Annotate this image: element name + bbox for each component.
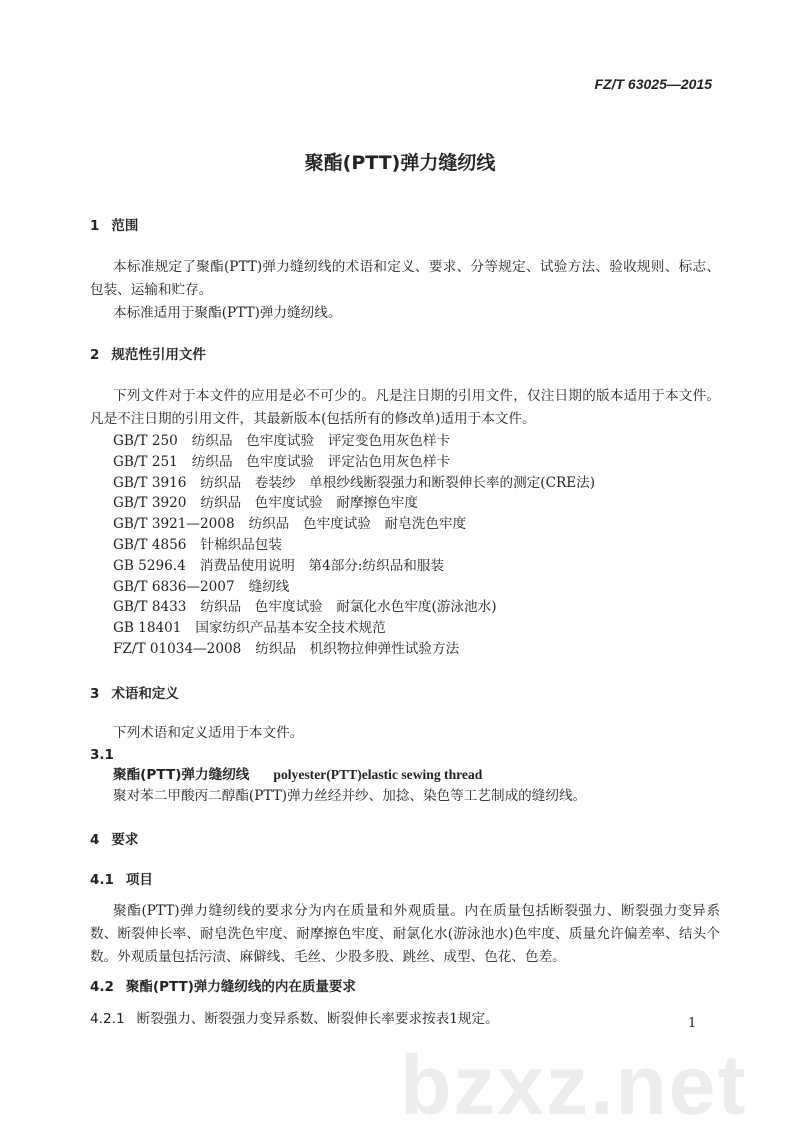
document-body (90, 216, 720, 1029)
term-entry (90, 765, 720, 785)
section-4-2-heading (90, 977, 720, 997)
section-4-1-heading (90, 870, 720, 890)
section-4-heading (90, 830, 720, 850)
reference-code: GB/T 251 (113, 453, 178, 470)
reference-item (90, 431, 720, 452)
paragraph: 下列术语和定义适用于本文件。 (113, 724, 304, 741)
reference-code: GB/T 3921—2008 (113, 516, 235, 533)
reference-item (90, 639, 720, 660)
paragraph: 聚酯(PTT)弹力缝纫线的要求分为内在质量和外观质量。内在质量包括断裂强力、断裂强力变异系数、断裂伸长率、耐皂洗色牢度、耐摩擦色牢度、耐氯化水(游泳池水)色牢度、质量允许偏差率、结头个数。外观质量包括污渍、麻僻线、毛丝、少股多股、跳丝、成型、色花、色差。 (90, 902, 720, 965)
reference-title: 缝纫线 (248, 578, 290, 595)
section-3-heading (90, 684, 720, 704)
reference-code: GB/T 3920 (113, 495, 187, 512)
section-title: 范围 (111, 218, 139, 234)
document-title: 聚酯(PTT)弹力缝纫线 (304, 152, 496, 174)
page-number: 1 (688, 1016, 697, 1031)
section-title: 要求 (111, 831, 139, 848)
term-definition: 聚对苯二甲酸丙二醇酯(PTT)弹力丝经并纱、加捻、染色等工艺制成的缝纫线。 (113, 787, 587, 804)
paragraph: 下列文件对于本文件的应用是必不可少的。凡是注日期的引用文件，仅注日期的版本适用于本文件。凡是不注日期的引用文件，其最新版本(包括所有的修改单)适用于本文件。 (90, 388, 720, 427)
reference-title: 消费品使用说明 第4部分:纺织品和服装 (199, 557, 445, 574)
reference-title: 纺织品 色牢度试验 耐摩擦色牢度 (200, 495, 418, 512)
reference-code: FZ/T 01034—2008 (113, 640, 242, 657)
paragraph: 本标准适用于聚酯(PTT)弹力缝纫线。 (113, 305, 342, 321)
reference-item (90, 535, 720, 556)
section-title: 项目 (125, 871, 153, 888)
term-number: 3.1 (90, 746, 114, 763)
section-number: 1 (90, 218, 100, 234)
clause-4-2-1 (90, 1009, 720, 1029)
section-number: 3 (90, 685, 100, 702)
section-title: 聚酯(PTT)弹力缝纫线的内在质量要求 (125, 978, 356, 995)
section-number: 4 (90, 831, 100, 848)
reference-list (90, 431, 720, 660)
reference-item (90, 493, 720, 514)
reference-title: 纺织品 色牢度试验 耐氯化水色牢度(游泳池水) (200, 599, 497, 616)
reference-title: 针棉织品包装 (200, 536, 282, 553)
section-number: 4.1 (90, 871, 114, 888)
term-zh: 聚酯(PTT)弹力缝纫线 (113, 766, 250, 783)
reference-code: GB 18401 (113, 620, 182, 637)
reference-code: GB/T 250 (113, 433, 178, 449)
reference-code: GB/T 4856 (113, 536, 187, 553)
reference-item (90, 618, 720, 639)
reference-title: 纺织品 机织物拉伸弹性试验方法 (255, 640, 460, 657)
reference-item (90, 556, 720, 577)
section-number: 4.2 (90, 978, 114, 995)
section-title: 规范性引用文件 (111, 347, 206, 363)
reference-item (90, 514, 720, 535)
paragraph: 本标准规定了聚酯(PTT)弹力缝纫线的术语和定义、要求、分等规定、试验方法、验收规则、标志、包装、运输和贮存。 (90, 259, 720, 298)
reference-code: GB 5296.4 (113, 557, 186, 574)
watermark: bzxz.net (400, 1038, 748, 1132)
reference-item (90, 577, 720, 598)
reference-title: 纺织品 色牢度试验 评定变色用灰色样卡 (191, 433, 451, 449)
section-2-heading (90, 345, 720, 365)
reference-title: 纺织品 色牢度试验 耐皂洗色牢度 (248, 516, 467, 533)
clause-number: 4.2.1 (90, 1010, 125, 1027)
reference-item (90, 597, 720, 618)
section-1-heading (90, 216, 720, 236)
section-title: 术语和定义 (111, 685, 179, 702)
reference-code: GB/T 6836—2007 (113, 578, 235, 595)
term-en: polyester(PTT)elastic sewing thread (273, 766, 483, 782)
reference-item (90, 473, 720, 494)
reference-item (90, 452, 720, 473)
reference-title: 纺织品 卷装纱 单根纱线断裂强力和断裂伸长率的测定(CRE法) (200, 474, 596, 491)
section-number: 2 (90, 347, 100, 363)
reference-title: 国家纺织产品基本安全技术规范 (195, 620, 386, 637)
reference-code: GB/T 3916 (113, 474, 187, 491)
reference-title: 纺织品 色牢度试验 评定沾色用灰色样卡 (191, 453, 451, 470)
clause-text: 断裂强力、断裂强力变异系数、断裂伸长率要求按表1规定。 (136, 1010, 499, 1027)
reference-code: GB/T 8433 (113, 599, 187, 616)
standard-number: FZ/T 63025—2015 (594, 76, 712, 92)
